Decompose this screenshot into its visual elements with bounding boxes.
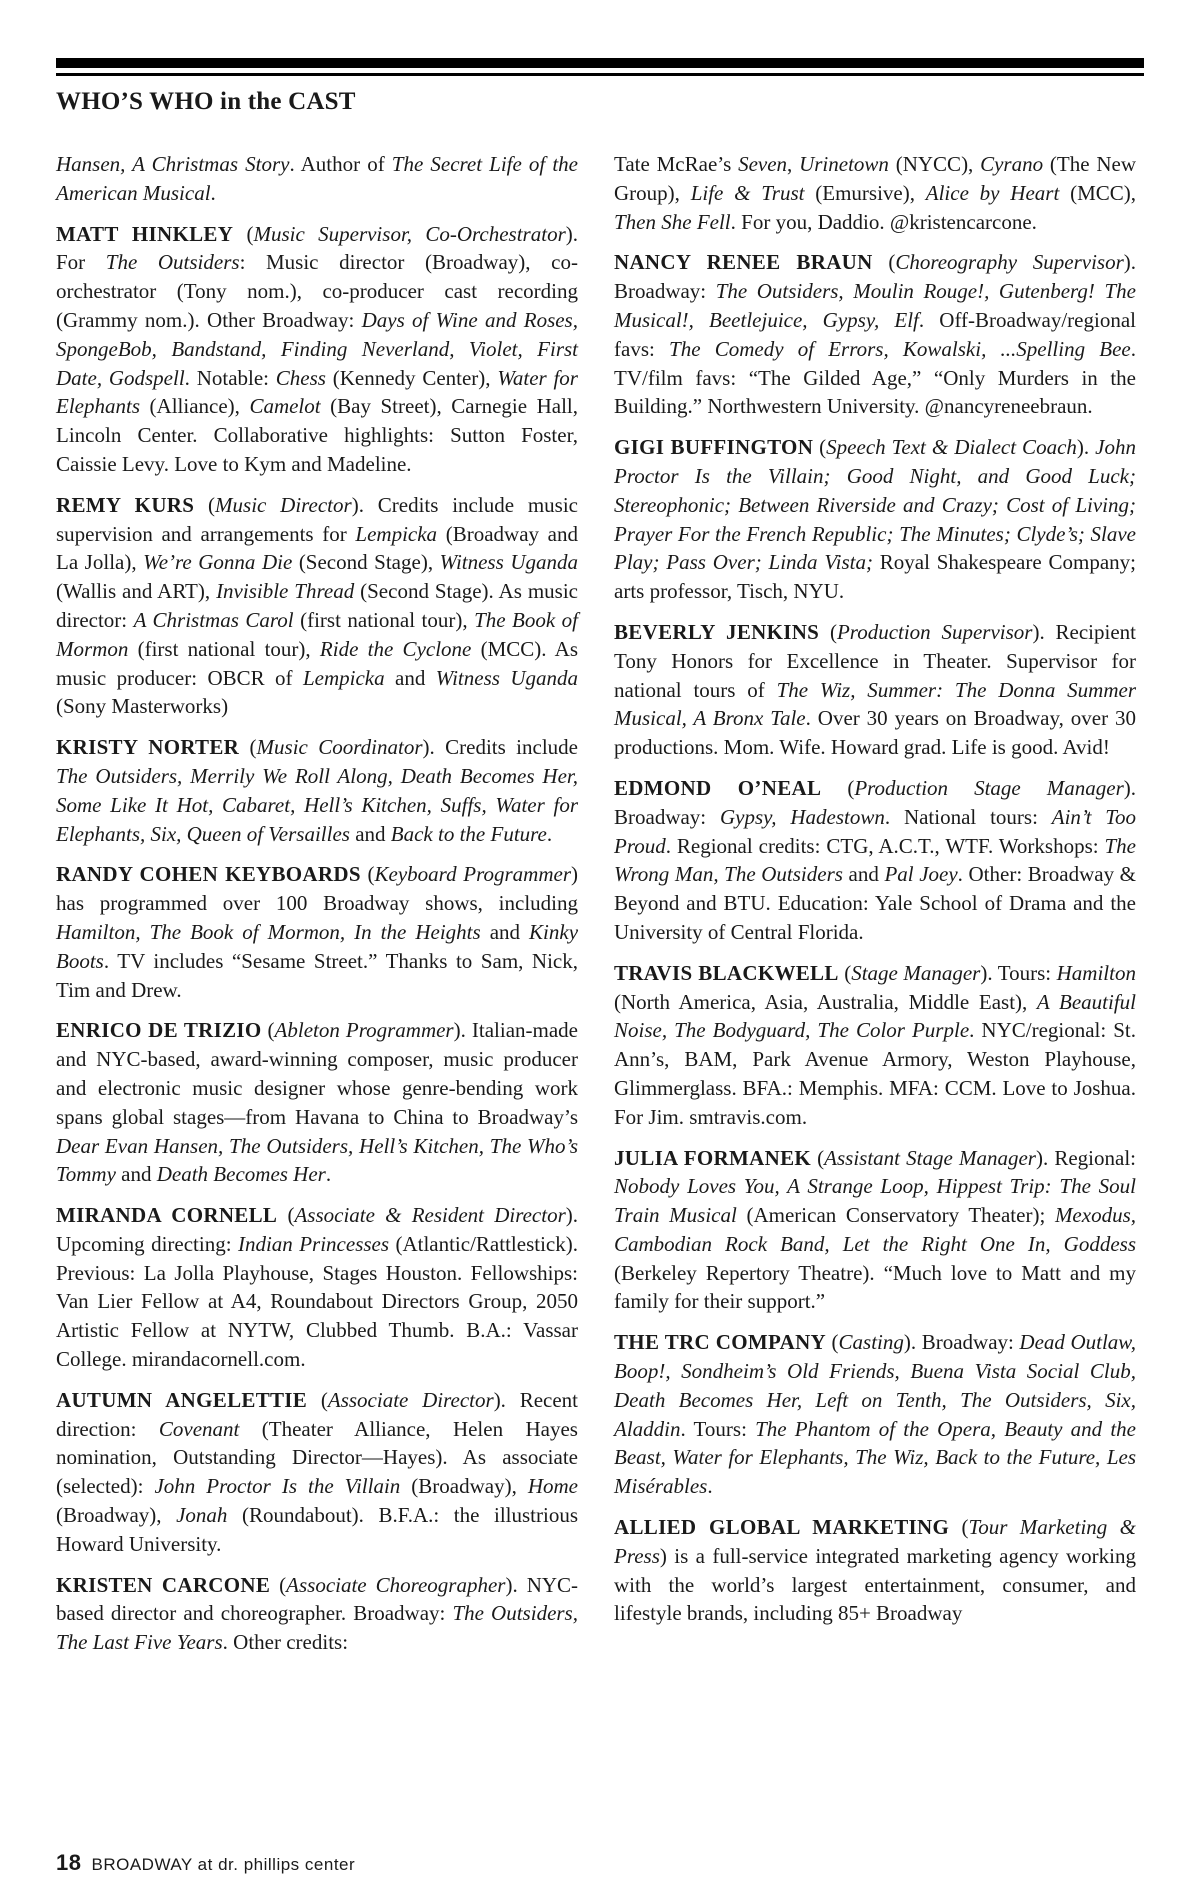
bio-name: KRISTEN CARCONE (56, 1572, 271, 1597)
bio-nancy-renee-braun: NANCY RENEE BRAUN (Choreography Supervisor). Broadway: The Outsiders, Moulin Rouge!, Gutenberg! The Musical!, Beetlejuice, Gypsy, Elf. Off-Broadway/regional favs: The Comedy of Errors, Kowalski, ...Spelling Bee. TV/film favs: “The Gilded Age,” “Only Murders in the Building.” Northwestern University. @nancyreneebraun. (614, 250, 1136, 419)
bio-name: THE TRC COMPANY (614, 1330, 826, 1355)
bio-name: EDMOND O’NEAL (614, 775, 822, 800)
bio-matt-hinkley: MATT HINKLEY (Music Supervisor, Co-Orchestrator). For The Outsiders: Music director (Broadway), co-orchestrator (Tony nom.), co-producer cast recording (Grammy nom.). Other Broadway: Days of Wine and Roses, SpongeBob, Bandstand, Finding Neverland, Violet, First Date, Godspell. Notable: Chess (Kennedy Center), Water for Elephants (Alliance), Camelot (Bay Street), Carnegie Hall, Lincoln Center. Collaborative highlights: Sutton Foster, Caissie Levy. Love to Kym and Madeline. (56, 221, 578, 476)
bio-gigi-buffington: GIGI BUFFINGTON (Speech Text & Dialect Coach). John Proctor Is the Villain; Good Night, and Good Luck; Stereophonic; Between Riverside and Crazy; Cost of Living; Prayer For the French Republic; The Minutes; Clyde’s; Slave Play; Pass Over; Linda Vista; Royal Shakespeare Company; arts professor, Tisch, NYU. (614, 435, 1136, 604)
bio-role: Production Supervisor (836, 619, 1033, 644)
right-column (614, 150, 1136, 1640)
bio-name: JULIA FORMANEK (614, 1145, 812, 1170)
bio-name: AUTUMN ANGELETTIE (56, 1387, 308, 1412)
header-rule-thin (56, 73, 1144, 76)
bio-name: MATT HINKLEY (56, 221, 234, 246)
bio-name: KRISTY NORTER (56, 735, 240, 760)
bio-name: ENRICO DE TRIZIO (56, 1018, 262, 1043)
bio-miranda-cornell: MIRANDA CORNELL (Associate & Resident Director). Upcoming directing: Indian Princesses (Atlantic/Rattlestick). Previous: La Jolla Playhouse, Stages Houston. Fellowships: Van Lier Fellow at A4, Roundabout Directors Group, 2050 Artistic Fellow at NYTW, Clubbed Thumb. B.A.: Vassar College. mirandacornell.com. (56, 1203, 579, 1372)
bio-role: Speech Text & Dialect Coach (826, 435, 1077, 460)
bio-kristy-norter: KRISTY NORTER (Music Coordinator). Credits include The Outsiders, Merrily We Roll Along, Death Becomes Her, Some Like It Hot, Cabaret, Hell’s Kitchen, Suffs, Water for Elephants, Six, Queen of Versailles and Back to the Future. (56, 735, 578, 846)
bio-role: Music Supervisor, Co-Orchestrator (253, 221, 566, 246)
bio-carcone-continued: Tate McRae’s Seven, Urinetown (NYCC), Cyrano (The New Group), Life & Trust (Emursive), Alice by Heart (MCC), Then She Fell. For you, Daddio. @kristencarcone. (614, 152, 1137, 234)
bio-role: Associate Director (327, 1387, 494, 1412)
bio-role: Associate & Resident Director (294, 1203, 566, 1228)
bio-beverly-jenkins: BEVERLY JENKINS (Production Supervisor). Recipient Tony Honors for Excellence in Theater. Supervisor for national tours of The Wiz, Summer: The Donna Summer Musical, A Bronx Tale. Over 30 years on Broadway, over 30 productions. Mom. Wife. Howard grad. Life is good. Avid! (614, 619, 1137, 760)
section-title: WHO’S WHO in the CAST (56, 88, 356, 115)
bio-julia-formanek: JULIA FORMANEK (Assistant Stage Manager). Regional: Nobody Loves You, A Strange Loop, Hippest Trip: The Soul Train Musical (American Conservatory Theater); Mexodus, Cambodian Rock Band, Let the Right One In, Goddess (Berkeley Repertory Theatre). “Much love to Matt and my family for their support.” (614, 1145, 1136, 1314)
bio-kristen-carcone: KRISTEN CARCONE (Associate Choreographer). NYC-based director and choreographer. Broadway: The Outsiders, The Last Five Years. Other credits: (56, 1572, 579, 1655)
publication-name: BROADWAY at dr. phillips center (91, 1855, 356, 1874)
bio-name: TRAVIS BLACKWELL (614, 960, 839, 985)
bio-allied-global-marketing: ALLIED GLOBAL MARKETING (Tour Marketing & Press) is a full-service integrated marketing agency working with the world’s largest entertainment, consumer, and lifestyle brands, including 85+ Broadway (614, 1515, 1137, 1626)
bio-role: Tour Marketing & Press (614, 1515, 1137, 1568)
bio-trc-company: THE TRC COMPANY (Casting). Broadway: Dead Outlaw, Boop!, Sondheim’s Old Friends, Buena Vista Social Club, Death Becomes Her, Left on Tenth, The Outsiders, Six, Aladdin. Tours: The Phantom of the Opera, Beauty and the Beast, Water for Elephants, The Wiz, Back to the Future, Les Misérables. (614, 1330, 1137, 1499)
bio-autumn-angelettie: AUTUMN ANGELETTIE (Associate Director). Recent direction: Covenant (Theater Alliance, Helen Hayes nomination, Outstanding Director—Hayes). As associate (selected): John Proctor Is the Villain (Broadway), Home (Broadway), Jonah (Roundabout). B.F.A.: the illustrious Howard University. (56, 1387, 579, 1556)
bio-name: BEVERLY JENKINS (614, 619, 820, 644)
bio-edmond-oneal: EDMOND O’NEAL (Production Stage Manager). Broadway: Gypsy, Hadestown. National tours: Ain’t Too Proud. Regional credits: CTG, A.C.T., WTF. Workshops: The Wrong Man, The Outsiders and Pal Joey. Other: Broadway & Beyond and BTU. Education: Yale School of Drama and the University of Central Florida. (614, 775, 1137, 944)
bio-role: Stage Manager (851, 960, 981, 985)
bio-role: Music Director (215, 492, 352, 517)
bio-name: RANDY COHEN KEYBOARDS (56, 862, 361, 887)
bio-role: Associate Choreographer (286, 1572, 506, 1597)
bio-enrico-de-trizio: ENRICO DE TRIZIO (Ableton Programmer). Italian-made and NYC-based, award-winning composer, music producer and electronic music designer whose genre-bending work spans global stages—from Havana to China to Broadway’s Dear Evan Hansen, The Outsiders, Hell’s Kitchen, The Who’s Tommy and Death Becomes Her. (56, 1018, 578, 1187)
bio-role: Ableton Programmer (274, 1018, 454, 1043)
page-footer (56, 1850, 355, 1876)
bio-continued: Hansen, A Christmas Story. Author of The Secret Life of the American Musical. (56, 152, 579, 205)
bio-name: ALLIED GLOBAL MARKETING (614, 1515, 950, 1540)
bio-travis-blackwell: TRAVIS BLACKWELL (Stage Manager). Tours: Hamilton (North America, Asia, Australia, Middle East), A Beautiful Noise, The Bodyguard, The Color Purple. NYC/regional: St. Ann’s, BAM, Park Avenue Armory, Weston Playhouse, Glimmerglass. BFA.: Memphis. MFA: CCM. Love to Joshua. For Jim. smtravis.com. (614, 960, 1137, 1129)
bio-role: Production Stage Manager (854, 775, 1124, 800)
bio-remy-kurs: REMY KURS (Music Director). Credits include music supervision and arrangements for Lempicka (Broadway and La Jolla), We’re Gonna Die (Second Stage), Witness Uganda (Wallis and ART), Invisible Thread (Second Stage). As music director: A Christmas Carol (first national tour), The Book of Mormon (first national tour), Ride the Cyclone (MCC). As music producer: OBCR of Lempicka and Witness Uganda (Sony Masterworks) (56, 492, 579, 719)
page-number: 18 (56, 1850, 82, 1875)
bio-role: Choreography Supervisor (895, 250, 1124, 275)
bio-name: MIRANDA CORNELL (56, 1203, 278, 1228)
bio-randy-cohen: RANDY COHEN KEYBOARDS (Keyboard Programmer) has programmed over 100 Broadway shows, including Hamilton, The Book of Mormon, In the Heights and Kinky Boots. TV includes “Sesame Street.” Thanks to Sam, Nick, Tim and Drew. (56, 862, 579, 1002)
bio-name: NANCY RENEE BRAUN (614, 250, 873, 275)
bio-name: GIGI BUFFINGTON (614, 435, 814, 460)
bio-role: Casting (838, 1330, 904, 1355)
left-column (56, 150, 578, 1669)
bio-role: Music Coordinator (256, 735, 423, 760)
bio-role: Assistant Stage Manager (824, 1145, 1036, 1170)
bio-name: REMY KURS (56, 492, 195, 517)
header-rule-thick (56, 58, 1144, 68)
bio-role: Keyboard Programmer (374, 862, 572, 887)
